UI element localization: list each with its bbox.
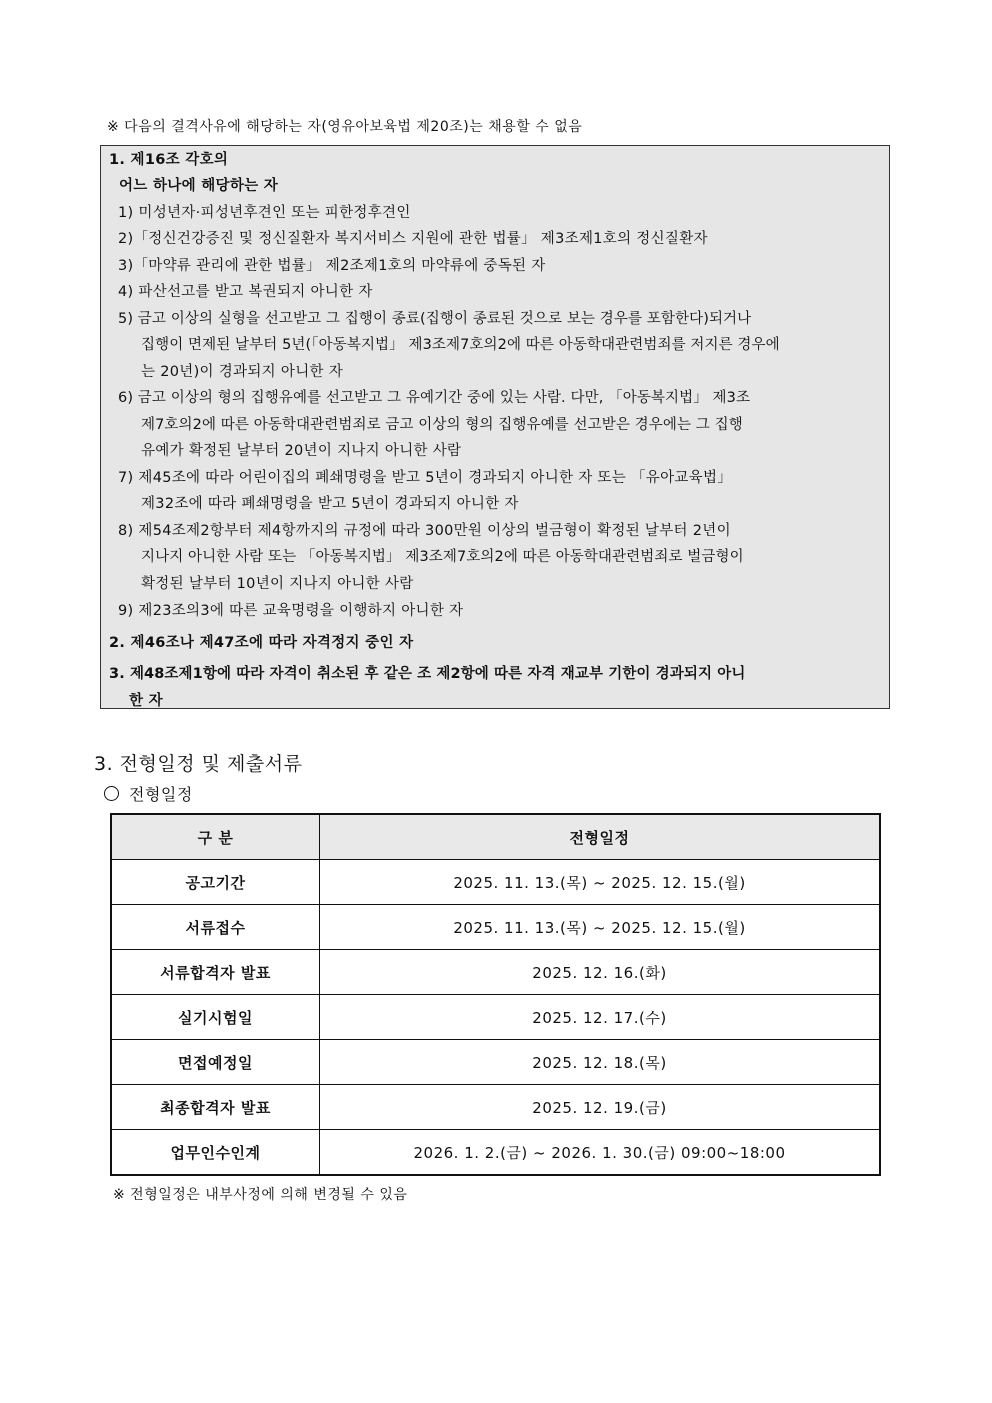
table-row bbox=[111, 860, 880, 905]
item3-line1: 3. 제48조제1항에 따라 자격이 취소된 후 같은 조 제2항에 따른 자격 재교부 기한이 경과되지 아니 bbox=[109, 666, 746, 682]
clause-line: 제32조에 따라 폐쇄명령을 받고 5년이 경과되지 아니한 자 bbox=[141, 496, 519, 512]
disqualification-note: ※ 다음의 결격사유에 해당하는 자(영유아보육법 제20조)는 채용할 수 없음 bbox=[107, 119, 583, 135]
clause-line: 는 20년)이 경과되지 아니한 자 bbox=[141, 364, 344, 380]
disqualification-box bbox=[100, 145, 890, 709]
item2: 2. 제46조나 제47조에 따라 자격정지 중인 자 bbox=[109, 635, 414, 651]
row-date: 2025. 11. 13.(목) ~ 2025. 12. 15.(월) bbox=[320, 905, 881, 950]
clause-line: 8) 제54조제2항부터 제4항까지의 규정에 따라 300만원 이상의 벌금형이 확정된 날부터 2년이 bbox=[118, 523, 731, 539]
clause-line: 4) 파산선고를 받고 복권되지 아니한 자 bbox=[118, 284, 373, 300]
table-row bbox=[111, 1130, 880, 1176]
table-row bbox=[111, 950, 880, 995]
table-row bbox=[111, 1040, 880, 1085]
clause-line: 제7호의2에 따른 아동학대관련범죄로 금고 이상의 형의 집행유예를 선고받은 경우에는 그 집행 bbox=[141, 417, 743, 433]
clause-line: 확정된 날부터 10년이 지나지 아니한 사람 bbox=[141, 576, 414, 592]
schedule-table bbox=[110, 813, 881, 1176]
table-row bbox=[111, 1085, 880, 1130]
section-subheading bbox=[104, 782, 193, 805]
row-date: 2025. 12. 18.(목) bbox=[320, 1040, 881, 1085]
row-date: 2026. 1. 2.(금) ~ 2026. 1. 30.(금) 09:00~18:00 bbox=[320, 1130, 881, 1176]
clause-line: 2)「정신건강증진 및 정신질환자 복지서비스 지원에 관한 법률」 제3조제1호의 정신질환자 bbox=[118, 231, 708, 247]
row-date: 2025. 12. 17.(수) bbox=[320, 995, 881, 1040]
row-category: 실기시험일 bbox=[111, 995, 320, 1040]
table-header-row bbox=[111, 814, 880, 860]
header-category: 구 분 bbox=[111, 814, 320, 860]
item1-title: 1. 제16조 각호의 bbox=[109, 152, 229, 168]
clause-line: 집행이 면제된 날부터 5년(「아동복지법」 제3조제7호의2에 따른 아동학대관련범죄를 저지른 경우에 bbox=[141, 337, 780, 353]
section-heading: 3. 전형일정 및 제출서류 bbox=[94, 753, 303, 775]
header-schedule: 전형일정 bbox=[320, 814, 881, 860]
circle-bullet-icon bbox=[104, 786, 119, 801]
row-category: 서류접수 bbox=[111, 905, 320, 950]
row-category: 업무인수인계 bbox=[111, 1130, 320, 1176]
clause-line: 3)「마약류 관리에 관한 법률」 제2조제1호의 마약류에 중독된 자 bbox=[118, 258, 546, 274]
item1-subtitle: 어느 하나에 해당하는 자 bbox=[119, 178, 279, 194]
row-date: 2025. 12. 16.(화) bbox=[320, 950, 881, 995]
row-category: 면접예정일 bbox=[111, 1040, 320, 1085]
row-date: 2025. 12. 19.(금) bbox=[320, 1085, 881, 1130]
clause-line: 9) 제23조의3에 따른 교육명령을 이행하지 아니한 자 bbox=[118, 603, 464, 619]
clause-line: 7) 제45조에 따라 어린이집의 폐쇄명령을 받고 5년이 경과되지 아니한 자 또는 「유아교육법」 bbox=[118, 470, 733, 486]
clause-line: 유예가 확정된 날부터 20년이 지나지 아니한 사람 bbox=[141, 443, 462, 459]
row-category: 공고기간 bbox=[111, 860, 320, 905]
row-category: 서류합격자 발표 bbox=[111, 950, 320, 995]
table-row bbox=[111, 905, 880, 950]
item3-line2: 한 자 bbox=[129, 693, 163, 709]
table-row bbox=[111, 995, 880, 1040]
subheading-label: 전형일정 bbox=[129, 785, 193, 804]
row-date: 2025. 11. 13.(목) ~ 2025. 12. 15.(월) bbox=[320, 860, 881, 905]
row-category: 최종합격자 발표 bbox=[111, 1085, 320, 1130]
clause-line: 6) 금고 이상의 형의 집행유예를 선고받고 그 유예기간 중에 있는 사람. 다만, 「아동복지법」 제3조 bbox=[118, 390, 751, 406]
clause-line: 5) 금고 이상의 실형을 선고받고 그 집행이 종료(집행이 종료된 것으로 보는 경우를 포함한다)되거나 bbox=[118, 311, 752, 327]
clause-line: 1) 미성년자·피성년후견인 또는 피한정후견인 bbox=[118, 205, 411, 221]
schedule-note: ※ 전형일정은 내부사정에 의해 변경될 수 있음 bbox=[113, 1187, 408, 1203]
clause-line: 지나지 아니한 사람 또는 「아동복지법」 제3조제7호의2에 따른 아동학대관련범죄로 벌금형이 bbox=[141, 549, 744, 565]
